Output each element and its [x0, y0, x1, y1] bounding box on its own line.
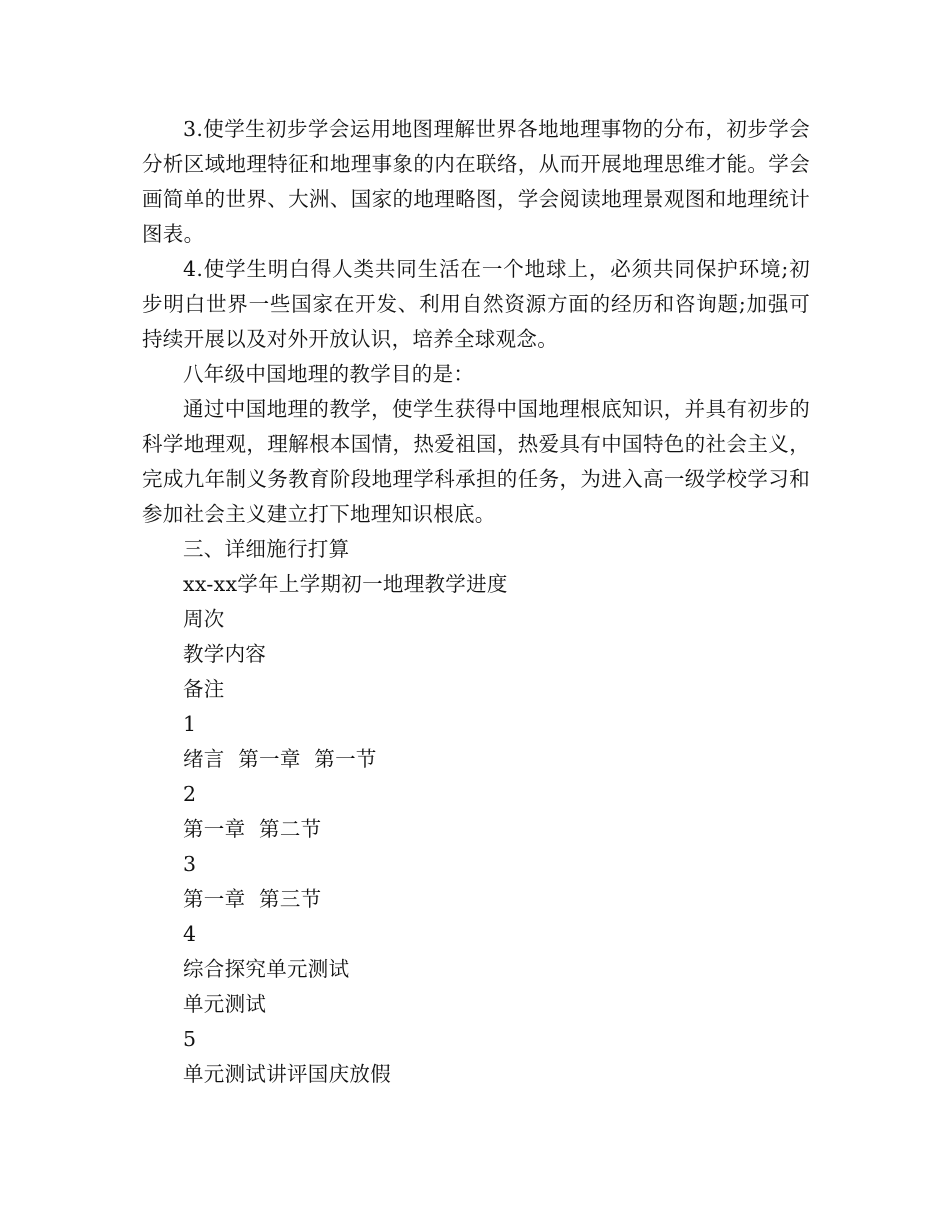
- paragraph-grade8-heading: 八年级中国地理的教学目的是：: [183, 362, 475, 386]
- document-body: [142, 112, 810, 1092]
- table-cell-week: 3: [183, 852, 197, 876]
- paragraph-grade8-objective: 通过中国地理的教学，使学生获得中国地理根底知识，并具有初步的科学地理观，理解根本国情，热爱祖国，热爱具有中国特色的社会主义，完成九年制义务教育阶段地理学科承担的任务，为进入高一级学校学习和参加社会主义建立打下地理知识根底。: [142, 397, 810, 526]
- table-cell-content: 第一章 第二节: [183, 817, 322, 841]
- table-cell-week: 2: [183, 782, 197, 806]
- paragraph-objective-4: 4.使学生明白得人类共同生活在一个地球上，必须共同保护环境;初步明白世界一些国家在开发、利用自然资源方面的经历和咨询题;加强可持续开展以及对外开放认识，培养全球观念。: [142, 257, 810, 351]
- section-heading: 三、详细施行打算: [183, 537, 350, 561]
- table-cell-week: 5: [183, 1027, 197, 1051]
- table-cell-content: 第一章 第三节: [183, 887, 322, 911]
- table-header-content: 教学内容: [183, 642, 267, 666]
- table-header-week: 周次: [183, 607, 225, 631]
- table-cell-week: 4: [183, 922, 197, 946]
- table-cell-notes: 单元测试: [183, 992, 267, 1016]
- table-cell-week: 1: [183, 712, 197, 736]
- table-header-notes: 备注: [183, 677, 225, 701]
- schedule-title: xx-xx学年上学期初一地理教学进度: [183, 572, 508, 596]
- table-cell-content: 综合探究单元测试: [183, 957, 350, 981]
- table-cell-content: 单元测试讲评国庆放假: [183, 1062, 391, 1086]
- paragraph-objective-3: 3.使学生初步学会运用地图理解世界各地地理事物的分布，初步学会分析区域地理特征和地理事象的内在联络，从而开展地理思维才能。学会画简单的世界、大洲、国家的地理略图，学会阅读地理景观图和地理统计图表。: [142, 117, 810, 246]
- table-cell-content: 绪言 第一章 第一节: [183, 747, 377, 771]
